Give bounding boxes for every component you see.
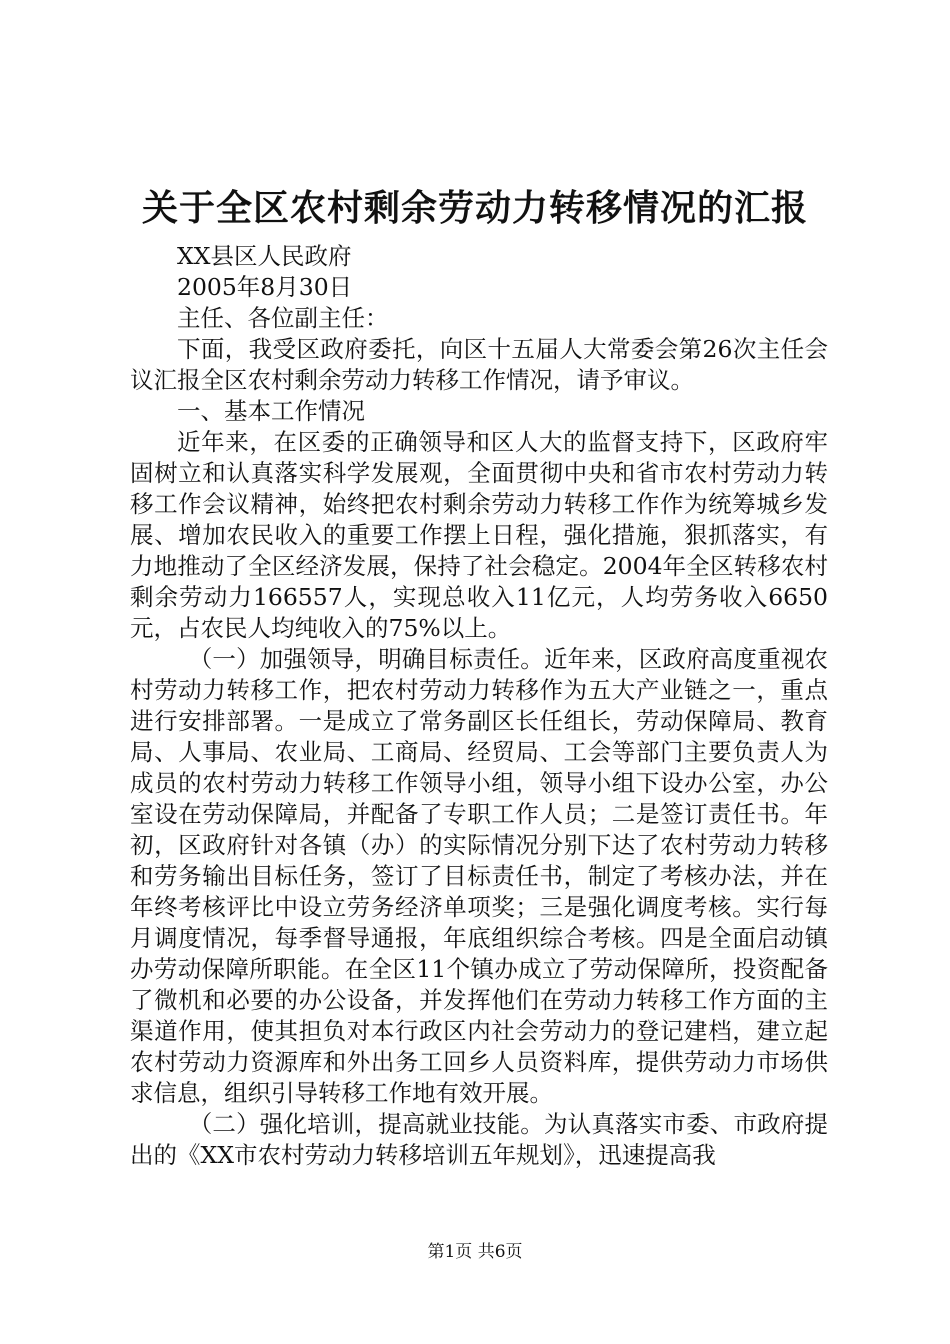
intro-paragraph: 下面，我受区政府委托，向区十五届人大常委会第26次主任会议汇报全区农村剩余劳动力转移工作情况，请予审议。 — [130, 335, 828, 394]
salutation: 主任、各位副主任： — [177, 304, 389, 332]
issuer-line: XX县区人民政府 — [177, 242, 352, 270]
document-body — [130, 241, 828, 1171]
date-line: 2005年8月30日 — [177, 273, 353, 301]
document-title: 关于全区农村剩余劳动力转移情况的汇报 — [141, 187, 808, 229]
body-paragraph: （二）强化培训，提高就业技能。为认真落实市委、市政府提出的《XX市农村劳动力转移培训五年规划》，迅速提高我 — [130, 1110, 828, 1169]
body-paragraph: （一）加强领导，明确目标责任。近年来，区政府高度重视农村劳动力转移工作，把农村劳动力转移作为五大产业链之一，重点进行安排部署。一是成立了常务副区长任组长，劳动保障局、教育局、人事局、农业局、工商局、经贸局、工会等部门主要负责人为成员的农村劳动力转移工作领导小组，领导小组下设办公室，办公室设在劳动保障局，并配备了专职工作人员；二是签订责任书。年初，区政府针对各镇（办）的实际情况分别下达了农村劳动力转移和劳务输出目标任务，签订了目标责任书，制定了考核办法，并在年终考核评比中设立劳务经济单项奖；三是强化调度考核。实行每月调度情况，每季督导通报，年底组织综合考核。四是全面启动镇办劳动保障所职能。在全区11个镇办成立了劳动保障所，投资配备了微机和必要的办公设备，并发挥他们在劳动力转移工作方面的主渠道作用，使其担负对本行政区内社会劳动力的登记建档，建立起农村劳动力资源库和外出务工回乡人员资料库，提供劳动力市场供求信息，组织引导转移工作地有效开展。 — [130, 645, 828, 1107]
body-paragraph: 近年来，在区委的正确领导和区人大的监督支持下，区政府牢固树立和认真落实科学发展观，全面贯彻中央和省市农村劳动力转移工作会议精神，始终把农村剩余劳动力转移工作作为统筹城乡发展、增加农民收入的重要工作摆上日程，强化措施，狠抓落实，有力地推动了全区经济发展，保持了社会稳定。2004年全区转移农村剩余劳动力166557人，实现总收入11亿元，人均劳务收入6650元，占农民人均纯收入的75%以上。 — [130, 428, 828, 642]
page-footer: 第1页 共6页 — [427, 1242, 523, 1262]
section-heading: 一、基本工作情况 — [177, 397, 365, 425]
